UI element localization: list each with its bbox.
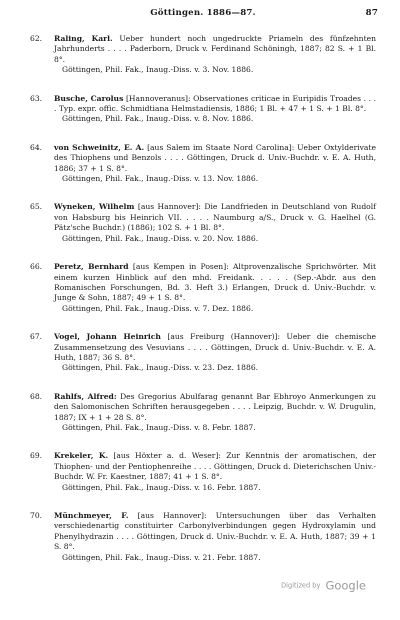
dissertation-entry (22, 202, 376, 244)
entry-text: [Hannoveranus]: Observationes criticae in Euripidis Troades . . . . Typ. expr. offic. Schmidtiana Helmstadiensis, 1886; 1 Bl. + 47 + 1 S. + 1 Bl. 8°. (54, 93, 376, 114)
entry-number: 64. (30, 142, 43, 152)
dissertation-entry (22, 94, 376, 125)
entry-dissertation-note: Göttingen, Phil. Fak., Inaug.-Diss. v. 3. Nov. 1886. (62, 65, 254, 75)
digitization-watermark (281, 575, 366, 594)
entry-number: 63. (30, 93, 43, 103)
entry-text: Ueber hundert noch ungedruckte Priameln des fünfzehnten Jahrhunderts . . . . Paderborn, Druck v. Ferdinand Schöningh, 1887; 82 S. + 1 Bl. 8°. (54, 34, 376, 64)
dissertation-entry (22, 451, 376, 493)
google-logo: Google (325, 578, 366, 593)
entry-body (54, 143, 376, 174)
entry-body (54, 511, 376, 553)
entry-body (54, 34, 376, 65)
entry-number: 65. (30, 202, 43, 212)
entry-dissertation-note: Göttingen, Phil. Fak., Inaug.-Diss. v. 8. Nov. 1886. (62, 114, 254, 124)
entry-text: [aus Höxter a. d. Weser]: Zur Kenntnis der aromatischen, der Thiophen- und der Pentiophenreihe . . . . Göttingen, Druck d. Dieterichschen Univ.-Buchdr. W. Fr. Kaestner, 1887; 41 + 1 S. 8°. (54, 451, 376, 482)
entry-dissertation-note: Göttingen, Phil. Fak., Inaug.-Diss. v. 20. Nov. 1886. (62, 233, 259, 243)
dissertation-entry (22, 262, 376, 314)
dissertation-entry (22, 34, 376, 76)
entry-text: [aus Kempen in Posen]: Altprovenzalische Sprichwörter. Mit einem kurzen Hinblick auf den mhd. Freidank. . . . . (Sep.-Abdr. aus den Romanischen Forschungen, Bd. 3. Heft 3.) Erlangen, Druck d. Univ.-Buchdr. v. Junge & Sohn, 1887; 49 + 1 S. 8°. (54, 262, 376, 303)
entry-dissertation-note: Göttingen, Phil. Fak., Inaug.-Diss. v. 7. Dez. 1886. (62, 303, 254, 313)
running-head-title: Göttingen. 1886—87. (150, 8, 256, 18)
entry-dissertation-note: Göttingen, Phil. Fak., Inaug.-Diss. v. 16. Febr. 1887. (62, 482, 261, 492)
dissertation-list (22, 34, 376, 581)
entry-author: Peretz, Bernhard (54, 262, 129, 272)
entry-body (54, 94, 376, 115)
entry-number: 66. (30, 262, 43, 272)
entry-author: Wyneken, Wilhelm (54, 202, 135, 212)
entry-author: Vogel, Johann Heinrich (54, 332, 161, 342)
entry-number: 68. (30, 391, 43, 401)
entry-dissertation-note: Göttingen, Phil. Fak., Inaug.-Diss. v. 23. Dez. 1886. (62, 363, 259, 373)
entry-author: von Schweinitz, E. A. (54, 142, 145, 152)
entry-body (54, 332, 376, 363)
entry-text: Des Gregorius Abulfarag genannt Bar Ebhroyo Anmerkungen zu den Salomonischen Schriften herausgegeben . . . . Leipzig, Buchdr. v. W. Drugulin, 1887; IX + 1 + 28 S. 8°. (54, 391, 376, 422)
entry-body (54, 451, 376, 482)
entry-author: Krekeler, K. (54, 451, 109, 461)
entry-number: 70. (30, 511, 43, 520)
entry-text: [aus Salem im Staate Nord Carolina]: Ueber Oxtylderivate des Thiophens und Benzols . . . . Göttingen, Druck d. Univ.-Buchdr. v. E. A. Huth, 1886; 37 + 1 S. 8°. (54, 142, 377, 173)
running-head (28, 8, 378, 22)
entry-body (54, 262, 376, 304)
entry-author: Münchmeyer, F. (54, 511, 129, 520)
entry-number: 62. (30, 34, 43, 43)
dissertation-entry (22, 511, 376, 563)
dissertation-entry (22, 392, 376, 434)
entry-number: 67. (30, 332, 43, 342)
entry-author: Busche, Carolus (54, 93, 124, 103)
entry-author: Rahlfs, Alfred: (54, 391, 117, 401)
entry-dissertation-note: Göttingen, Phil. Fak., Inaug.-Diss. v. 13. Nov. 1886. (62, 174, 259, 184)
entry-author: Raling, Karl. (54, 34, 113, 43)
entry-text: [aus Hannover]: Untersuchungen über das Verhalten verschiedenartig constituirter Carbonylverbindungen gegen Hydroxylamin und Phenylhydrazin . . . . Göttingen, Druck d. Univ.-Buchdr. v. E. A. Huth, 1887; 39 + 1 S. 8°. (54, 511, 376, 552)
dissertation-entry (22, 143, 376, 185)
entry-text: [aus Hannover]: Die Landfrieden in Deutschland von Rudolf von Habsburg bis Heinrich VII. . . . . Naumburg a/S., Druck v. G. Haelhel (G. Pätz'sche Buchdr.) (1886); 102 S. + 1 Bl. 8°. (54, 202, 376, 233)
page-number: 87 (365, 8, 378, 18)
entry-text: [aus Freiburg (Hannover)]: Ueber die chemische Zusammensetzung des Vesuvians . . . . Göttingen, Druck d. Univ.-Buchdr. v. E. A. Huth, 1887; 36 S. 8°. (54, 332, 376, 362)
entry-body (54, 392, 376, 423)
digitized-by-label: Digitized by (281, 581, 321, 590)
dissertation-entry (22, 332, 376, 374)
entry-body (54, 202, 376, 233)
entry-dissertation-note: Göttingen, Phil. Fak., Inaug.-Diss. v. 21. Febr. 1887. (62, 552, 261, 562)
entry-number: 69. (30, 451, 43, 461)
entry-dissertation-note: Göttingen, Phil. Fak., Inaug.-Diss. v. 8. Febr. 1887. (62, 422, 256, 432)
